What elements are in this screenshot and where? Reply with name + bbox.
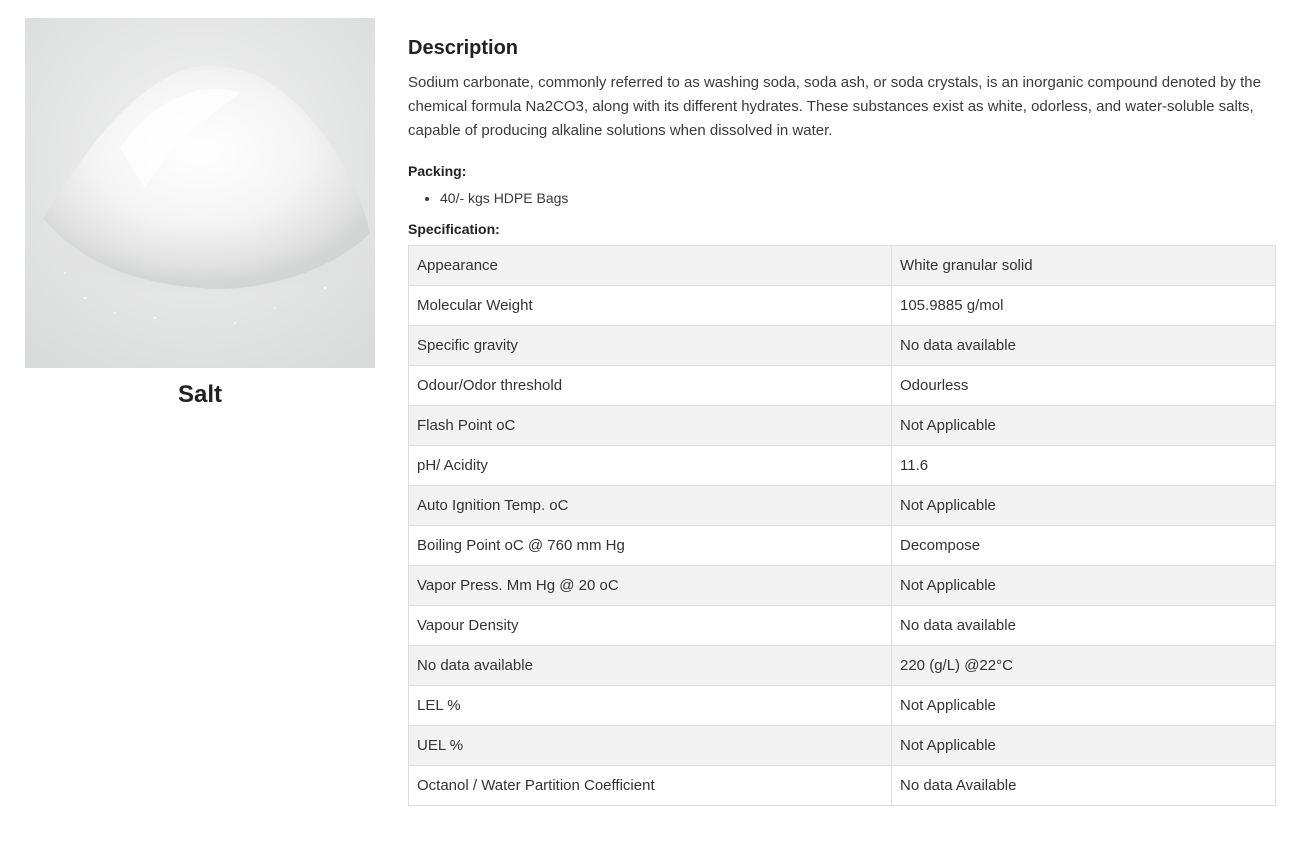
table-row xyxy=(409,286,1276,326)
specification-table xyxy=(408,245,1276,806)
table-row xyxy=(409,766,1276,806)
table-row xyxy=(409,726,1276,766)
spec-value: Not Applicable xyxy=(892,406,1276,446)
spec-value: Odourless xyxy=(892,366,1276,406)
spec-property: pH/ Acidity xyxy=(409,446,892,486)
spec-property: Octanol / Water Partition Coefficient xyxy=(409,766,892,806)
table-row xyxy=(409,486,1276,526)
spec-property: Vapor Press. Mm Hg @ 20 oC xyxy=(409,566,892,606)
spec-property: Boiling Point oC @ 760 mm Hg xyxy=(409,526,892,566)
product-image xyxy=(25,18,375,368)
table-row xyxy=(409,326,1276,366)
spec-value: 11.6 xyxy=(892,446,1276,486)
spec-property: Appearance xyxy=(409,246,892,286)
spec-property: Molecular Weight xyxy=(409,286,892,326)
product-panel xyxy=(25,18,375,409)
spec-property: Vapour Density xyxy=(409,606,892,646)
spec-value: 105.9885 g/mol xyxy=(892,286,1276,326)
spec-property: Specific gravity xyxy=(409,326,892,366)
table-row xyxy=(409,686,1276,726)
spec-property: Flash Point oC xyxy=(409,406,892,446)
spec-value: Not Applicable xyxy=(892,686,1276,726)
table-row xyxy=(409,366,1276,406)
table-row xyxy=(409,606,1276,646)
product-title: Salt xyxy=(177,381,222,408)
table-row xyxy=(409,566,1276,606)
packing-heading: Packing: xyxy=(408,163,467,179)
spec-value: White granular solid xyxy=(892,246,1276,286)
spec-property: LEL % xyxy=(409,686,892,726)
specification-heading: Specification: xyxy=(408,221,500,237)
description-heading: Description xyxy=(408,37,519,59)
spec-value: No data available xyxy=(892,606,1276,646)
spec-value: Not Applicable xyxy=(892,566,1276,606)
spec-value: 220 (g/L) @22°C xyxy=(892,646,1276,686)
spec-property: Odour/Odor threshold xyxy=(409,366,892,406)
description-text: Sodium carbonate, commonly referred to as washing soda, soda ash, or soda crystals, is an inorganic compound denoted by the chemical formula Na2CO3, along with its different hydrates. These substances exist as white, odorless, and water-soluble salts, capable of producing alkaline solutions when dissolved in water. xyxy=(408,74,1261,139)
table-row xyxy=(409,526,1276,566)
table-row xyxy=(409,446,1276,486)
product-details xyxy=(408,34,1276,806)
packing-item: • 40/- kgs HDPE Bags xyxy=(440,188,1276,208)
spec-value: No data available xyxy=(892,326,1276,366)
spec-value: Not Applicable xyxy=(892,726,1276,766)
packing-list xyxy=(408,188,1276,208)
table-row xyxy=(409,246,1276,286)
spec-value: No data Available xyxy=(892,766,1276,806)
spec-property: UEL % xyxy=(409,726,892,766)
table-row xyxy=(409,646,1276,686)
spec-value: Decompose xyxy=(892,526,1276,566)
table-row xyxy=(409,406,1276,446)
spec-property: No data available xyxy=(409,646,892,686)
spec-value: Not Applicable xyxy=(892,486,1276,526)
spec-property: Auto Ignition Temp. oC xyxy=(409,486,892,526)
